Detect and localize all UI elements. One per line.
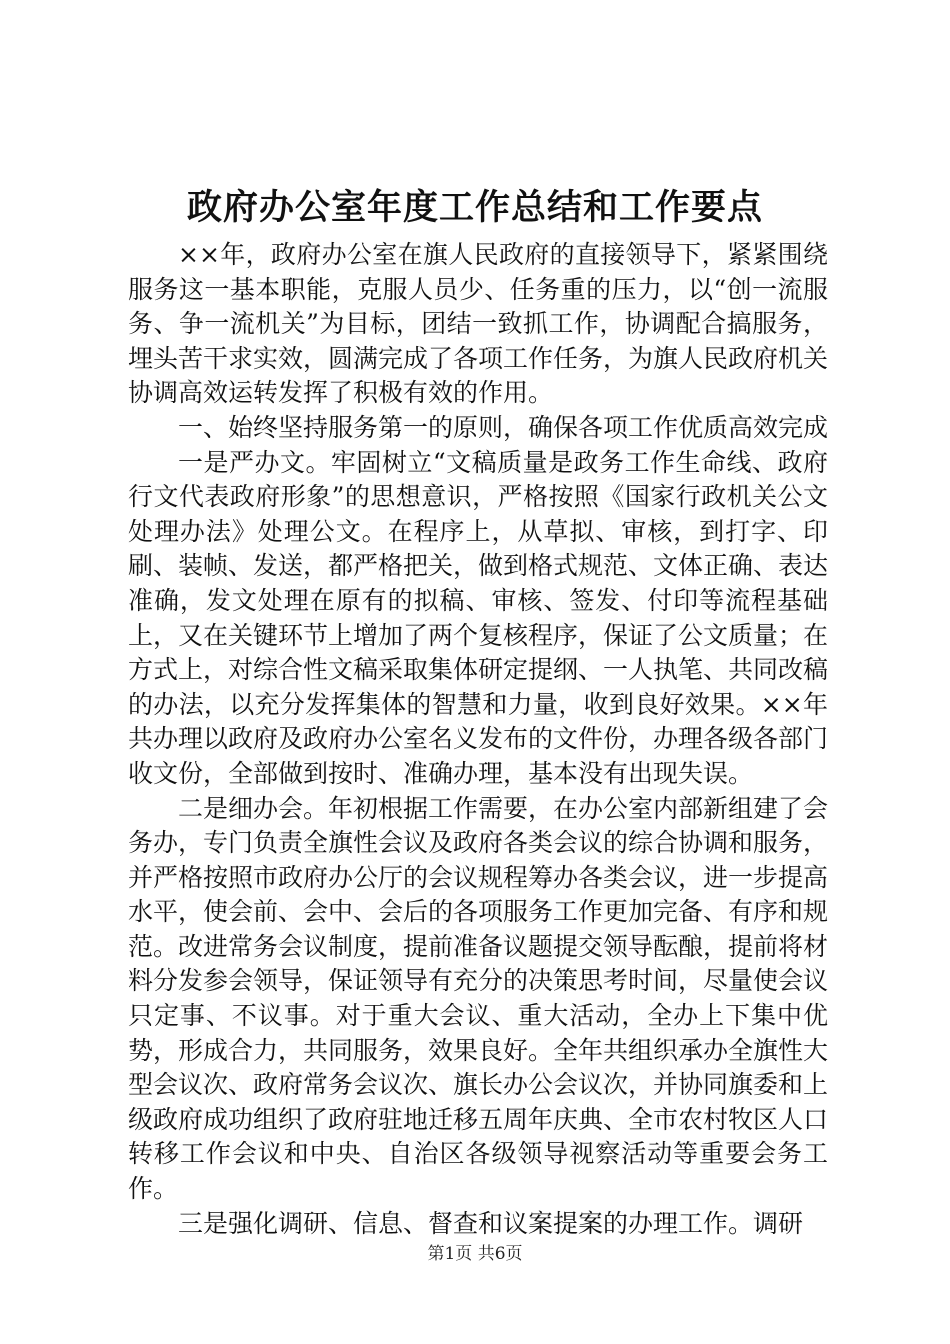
section-heading-1: 一、始终坚持服务第一的原则，确保各项工作优质高效完成	[178, 412, 829, 442]
paragraph-research: 三是强化调研、信息、督查和议案提案的办理工作。调研	[178, 1208, 804, 1238]
page-number: 第1页 共6页	[427, 1244, 523, 1264]
paragraph-intro: ××年，政府办公室在旗人民政府的直接领导下，紧紧围绕服务这一基本职能，克服人员少、任务重的压力，以“创一流服务、争一流机关”为目标，团结一致抓工作，协调配合搞服务，埋头苦干求实效，圆满完成了各项工作任务，为旗人民政府机关协调高效运转发挥了积极有效的作用。	[128, 240, 829, 408]
paragraph-meetings: 二是细办会。年初根据工作需要，在办公室内部新组建了会务办，专门负责全旗性会议及政府各类会议的综合协调和服务，并严格按照市政府办公厅的会议规程筹办各类会议，进一步提高水平，使会前、会中、会后的各项服务工作更加完备、有序和规范。改进常务会议制度，提前准备议题提交领导酝酿，提前将材料分发参会领导，保证领导有充分的决策思考时间，尽量使会议只定事、不议事。对于重大会议、重大活动，全办上下集中优势，形成合力，共同服务，效果良好。全年共组织承办全旗性大型会议次、政府常务会议次、旗长办公会议次，并协同旗委和上级政府成功组织了政府驻地迁移五周年庆典、全市农村牧区人口转移工作会议和中央、自治区各级领导视察活动等重要会务工作。	[128, 793, 829, 1204]
document-body	[128, 238, 828, 1241]
paragraph-documents: 一是严办文。牢固树立“文稿质量是政务工作生命线、政府行文代表政府形象”的思想意识，严格按照《国家行政机关公文处理办法》处理公文。在程序上，从草拟、审核，到打字、印刷、装帧、发送，都严格把关，做到格式规范、文体正确、表达准确，发文处理在原有的拟稿、审核、签发、付印等流程基础上，又在关键环节上增加了两个复核程序，保证了公文质量；在方式上，对综合性文稿采取集体研定提纲、一人执笔、共同改稿的办法，以充分发挥集体的智慧和力量，收到良好效果。××年共办理以政府及政府办公室名义发布的文件份，办理各级各部门收文份，全部做到按时、准确办理，基本没有出现失误。	[128, 447, 829, 788]
document-title: 政府办公室年度工作总结和工作要点	[186, 187, 763, 228]
